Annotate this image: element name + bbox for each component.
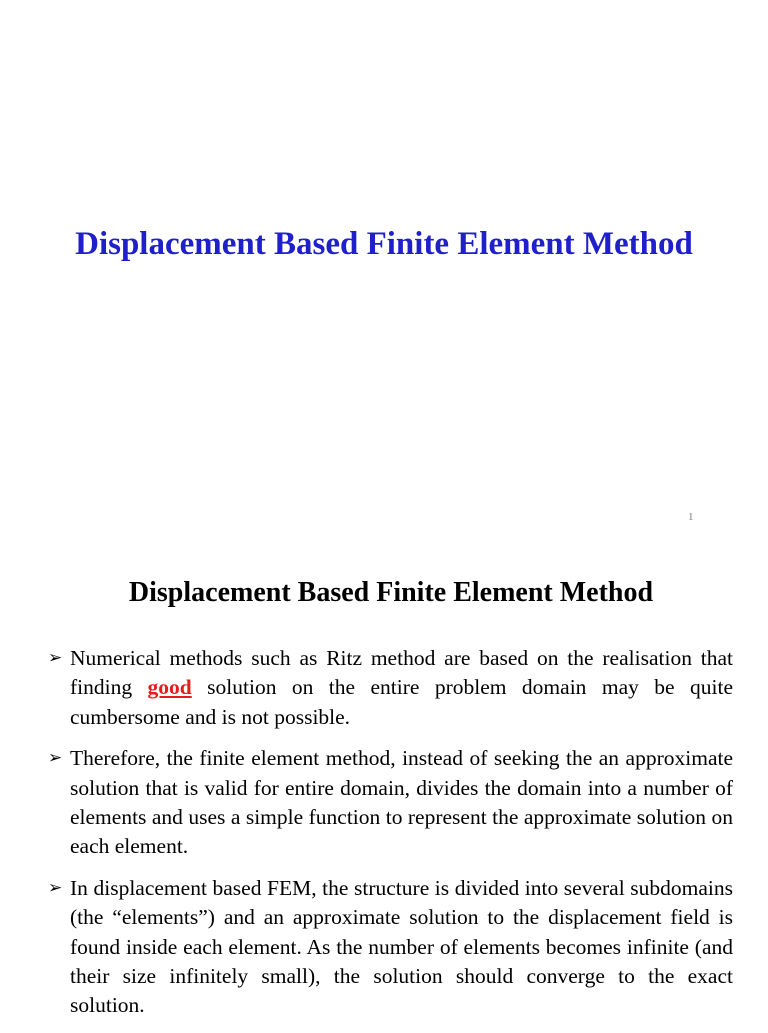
page-number: 1 [688, 511, 694, 523]
slide-2-title: Displacement Based Finite Element Method [128, 577, 654, 608]
bullet-1-text-start: Numerical methods such as Ritz method are based on the realisation that finding [70, 646, 733, 700]
arrow-bullet-icon: ➢ [48, 748, 63, 769]
bullet-list [48, 644, 733, 1033]
bullet-1-text-end: solution on the entire problem domain may be quite cumbersome and is not possible. [70, 675, 733, 729]
bullet-3-text: In displacement based FEM, the structure is divided into several subdomains (the “elements”) and an approximate solution to the displacement field is found inside each element. As the number of elements becomes infinite (and their size infinitely small), the solution should converge to the exact solution. [70, 875, 733, 1018]
bullet-item-1 [48, 644, 733, 732]
arrow-bullet-icon: ➢ [48, 648, 63, 668]
bullet-2-text: Therefore, the finite element method, instead of seeking the an approximate solution that is valid for entire domain, divides the domain into a number of elements and uses a simple function to represent the approximate solution on each element. [70, 746, 733, 859]
arrow-bullet-icon: ➢ [48, 877, 63, 898]
slide-2 [0, 536, 768, 1024]
bullet-item-3 [48, 874, 733, 1021]
bullet-item-2 [48, 744, 733, 862]
slide-1-title: Displacement Based Finite Element Method [75, 226, 693, 262]
emphasis-word: good [147, 675, 192, 700]
